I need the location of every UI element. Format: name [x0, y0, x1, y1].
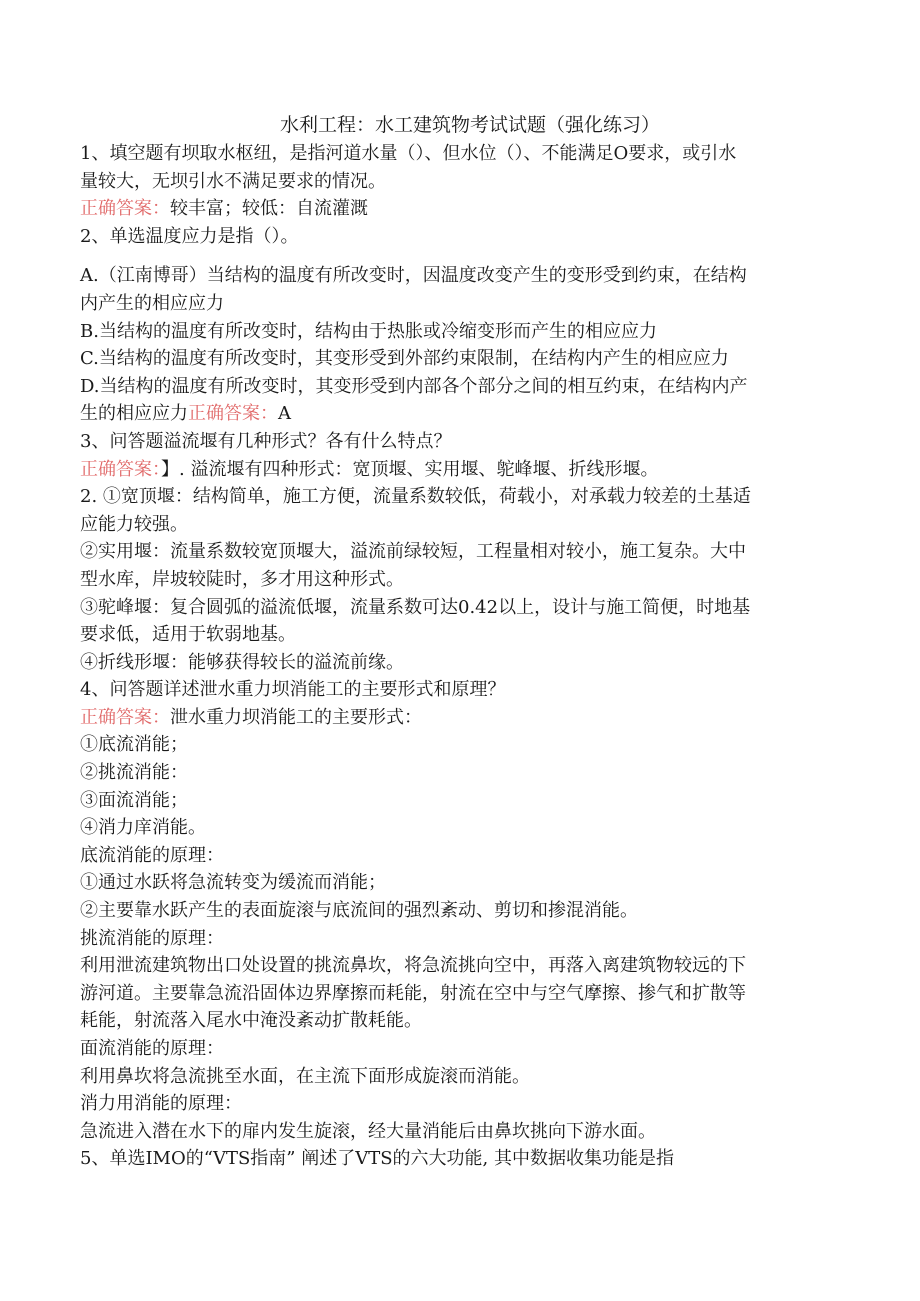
answer-line: ④消力庠消能。: [80, 817, 206, 839]
document-page: [80, 112, 840, 1173]
spacer: [80, 250, 840, 262]
answer-line: 利用鼻坎将急流挑至水面，在主流下面形成旋滚而消能。: [80, 1065, 530, 1087]
answer-text: 泄水重力坝消能工的主要形式：: [170, 706, 422, 728]
answer-line: 急流进入潜在水下的扉内发生旋滚，经大量消能后由鼻坎挑向下游水面。: [80, 1120, 656, 1142]
question-4-answer: [80, 704, 840, 732]
answer-label: 正确答案：: [188, 403, 278, 425]
question-2-option-d-cont: [80, 400, 840, 428]
answer-line: 游河道。主要靠急流沿固体边界摩擦而耗能，射流在空中与空气摩擦、掺气和扩散等: [80, 982, 746, 1004]
option-d-text: 生的相应应力: [80, 403, 188, 425]
answer-line: ①底流消能；: [80, 734, 188, 756]
question-3-stem: 3、问答题溢流堰有几种形式？各有什么特点？: [80, 430, 452, 452]
answer-line: 型水库，岸坡较陡时，多才用这种形式。: [80, 568, 404, 590]
answer-line: 2. ①宽顶堰：结构简单，施工方便，流量系数较低，荷载小，对承载力较差的土基适: [80, 486, 751, 508]
answer-text: A: [278, 403, 291, 425]
question-2-option-b: B.当结构的温度有所改变时，结构由于热胀或冷缩变形而产生的相应应力: [80, 320, 657, 342]
question-5-stem: 5、单选IMO的“VTS指南” 阐述了VTS的六大功能, 其中数据收集功能是指: [80, 1148, 674, 1170]
answer-line: 挑流消能的原理：: [80, 927, 224, 949]
answer-line: ①通过水跃将急流转变为缓流而消能；: [80, 872, 386, 894]
answer-line: ③驼峰堰：复合圆弧的溢流低堰，流量系数可达0.42以上，设计与施工简便，时地基: [80, 596, 751, 618]
question-4-stem: 4、问答题详述泄水重力坝消能工的主要形式和原理？: [80, 679, 506, 701]
answer-line: ②实用堰：流量系数较宽顶堰大，溢流前绿较短，工程量相对较小，施工复杂。大中: [80, 541, 746, 563]
answer-line: 应能力较强。: [80, 513, 188, 535]
answer-line: ④折线形堰：能够获得较长的溢流前缘。: [80, 651, 404, 673]
answer-text: 较丰富；较低：自流灌溉: [170, 198, 368, 220]
answer-line: ③面流消能；: [80, 789, 188, 811]
answer-line: 消力用消能的原理：: [80, 1093, 242, 1115]
answer-line: 面流消能的原理：: [80, 1038, 224, 1059]
answer-line: ②主要靠水跃产生的表面旋滚与底流间的强烈紊动、剪切和掺混消能。: [80, 900, 638, 922]
answer-line: ②挑流消能：: [80, 762, 188, 784]
answer-text: 】. 溢流堰有四种形式：宽顶堰、实用堰、鸵峰堰、折线形堰。: [161, 458, 659, 480]
document-title: 水利工程：水工建筑物考试试题（强化练习）: [279, 114, 660, 136]
question-3-answer: [80, 456, 840, 484]
question-1-stem: 1、填空题有坝取水枢纽，是指河道水量（）、但水位（）、不能满足O要求，或引水: [80, 143, 737, 164]
question-2-stem: 2、单选温度应力是指（）。: [80, 225, 299, 247]
question-2-option-a-cont: 内产生的相应应力: [80, 292, 224, 314]
question-2-option-a: A.（江南博哥）当结构的温度有所改变时，因温度改变产生的变形受到约束，在结构: [80, 265, 747, 287]
question-2-option-d: D.当结构的温度有所改变时，其变形受到内部各个部分之间的相互约束，在结构内产: [80, 375, 748, 397]
question-2-option-c: C.当结构的温度有所改变时，其变形受到外部约束限制，在结构内产生的相应应力: [80, 348, 729, 370]
answer-label: 正确答案：: [80, 458, 161, 480]
answer-label: 正确答案：: [80, 198, 170, 220]
answer-label: 正确答案：: [80, 706, 170, 728]
answer-line: 底流消能的原理：: [80, 844, 224, 866]
answer-line: 要求低，适用于软弱地基。: [80, 624, 296, 646]
question-1-answer: [80, 195, 840, 223]
answer-line: 利用泄流建筑物出口处设置的挑流鼻坎，将急流挑向空中，再落入离建筑物较远的下: [80, 955, 746, 977]
question-1-stem-cont: 量较大，无坝引水不满足要求的情况。: [80, 170, 386, 192]
answer-line: 耗能，射流落入尾水中淹没紊动扩散耗能。: [80, 1010, 422, 1032]
